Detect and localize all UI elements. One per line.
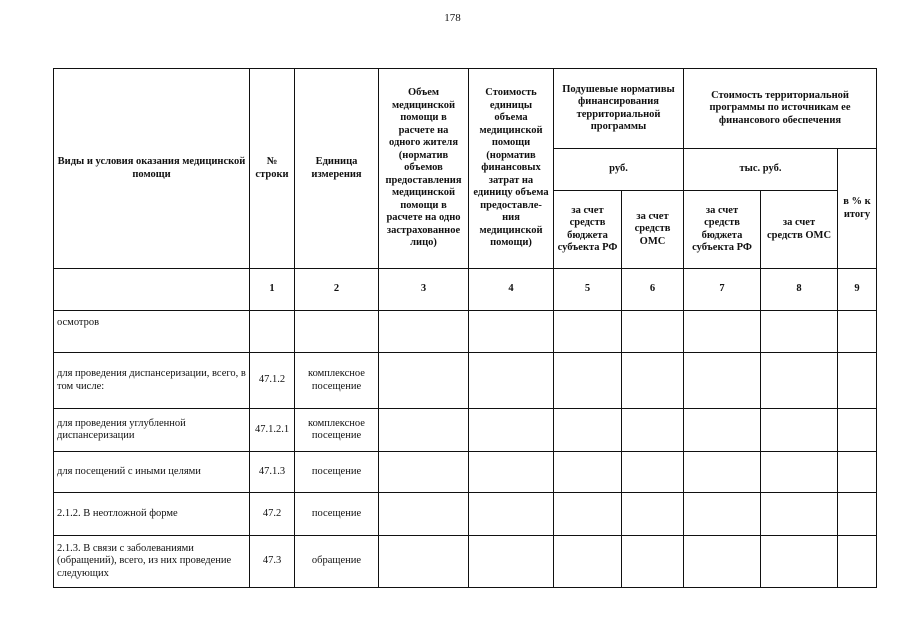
cell-empty <box>379 452 469 493</box>
table-row <box>54 452 877 493</box>
header-rub: руб. <box>554 149 684 191</box>
row-unit: обращение <box>295 536 379 588</box>
tariff-table <box>53 68 877 588</box>
header-unit: Единица измерения <box>295 69 379 269</box>
row-code: 47.1.2.1 <box>250 409 295 452</box>
cell-empty <box>838 311 877 353</box>
cell-empty <box>379 311 469 353</box>
column-number-blank <box>54 269 250 311</box>
cell-empty <box>622 353 684 409</box>
cell-empty <box>838 452 877 493</box>
row-unit: посещение <box>295 452 379 493</box>
table-row <box>54 311 877 353</box>
cell-empty <box>684 311 761 353</box>
column-number: 6 <box>622 269 684 311</box>
cell-empty <box>684 493 761 536</box>
cell-empty <box>554 409 622 452</box>
row-code: 47.2 <box>250 493 295 536</box>
column-number: 4 <box>469 269 554 311</box>
cell-empty <box>622 452 684 493</box>
header-unit-cost: Стоимость единицы объема медицинской помощи (норматив финансовых затрат на единицу объема предоставле-ния медицинской помощи) <box>469 69 554 269</box>
header-per-capita: Подушевые нормативы финансирования территориальной программы <box>554 69 684 149</box>
cell-empty <box>838 353 877 409</box>
cell-empty <box>554 311 622 353</box>
cell-empty <box>838 493 877 536</box>
table-row <box>54 493 877 536</box>
header-row-number: № строки <box>250 69 295 269</box>
row-name: 2.1.3. В связи с заболеваниями (обращений), всего, из них проведение следующих <box>54 536 250 588</box>
row-name: для проведения диспансеризации, всего, в том числе: <box>54 353 250 409</box>
header-kinds-conditions: Виды и условия оказания медицинской помощи <box>54 69 250 269</box>
cell-empty <box>469 311 554 353</box>
column-number: 1 <box>250 269 295 311</box>
header-program-cost: Стоимость территориальной программы по источникам ее финансового обеспечения <box>684 69 877 149</box>
row-unit <box>295 311 379 353</box>
column-number: 8 <box>761 269 838 311</box>
cell-empty <box>761 493 838 536</box>
header-oms-thousand: за счет средств ОМС <box>761 191 838 269</box>
cell-empty <box>469 409 554 452</box>
cell-empty <box>684 536 761 588</box>
column-number: 9 <box>838 269 877 311</box>
cell-empty <box>622 409 684 452</box>
cell-empty <box>622 536 684 588</box>
header-percent: в % к итогу <box>838 149 877 269</box>
row-code: 47.1.2 <box>250 353 295 409</box>
cell-empty <box>761 311 838 353</box>
table-row <box>54 353 877 409</box>
table-row <box>54 409 877 452</box>
row-code: 47.3 <box>250 536 295 588</box>
cell-empty <box>379 409 469 452</box>
column-number: 3 <box>379 269 469 311</box>
cell-empty <box>554 493 622 536</box>
cell-empty <box>761 536 838 588</box>
cell-empty <box>379 536 469 588</box>
column-number: 7 <box>684 269 761 311</box>
header-thousand-rub: тыс. руб. <box>684 149 838 191</box>
column-number: 2 <box>295 269 379 311</box>
cell-empty <box>622 493 684 536</box>
row-name: осмотров <box>54 311 250 353</box>
header-volume: Объем медицинской помощи в расчете на одного жителя (норматив объемов предоставления медицинской помощи в расчете на одно застрахованное лицо) <box>379 69 469 269</box>
cell-empty <box>761 452 838 493</box>
cell-empty <box>684 452 761 493</box>
cell-empty <box>554 353 622 409</box>
row-unit: посещение <box>295 493 379 536</box>
row-name: для проведения углубленной диспансеризации <box>54 409 250 452</box>
cell-empty <box>554 536 622 588</box>
cell-empty <box>469 353 554 409</box>
cell-empty <box>469 536 554 588</box>
cell-empty <box>379 353 469 409</box>
page-number: 178 <box>444 12 461 24</box>
row-code: 47.1.3 <box>250 452 295 493</box>
cell-empty <box>761 409 838 452</box>
cell-empty <box>684 353 761 409</box>
row-name: для посещений с иными целями <box>54 452 250 493</box>
cell-empty <box>838 409 877 452</box>
row-code <box>250 311 295 353</box>
row-unit: комплексное посещение <box>295 353 379 409</box>
cell-empty <box>838 536 877 588</box>
column-number-row <box>54 269 877 311</box>
cell-empty <box>761 353 838 409</box>
header-budget-rf: за счет средств бюджета субъекта РФ <box>554 191 622 269</box>
table-row <box>54 536 877 588</box>
cell-empty <box>622 311 684 353</box>
row-unit: комплексное посещение <box>295 409 379 452</box>
cell-empty <box>684 409 761 452</box>
row-name: 2.1.2. В неотложной форме <box>54 493 250 536</box>
cell-empty <box>469 452 554 493</box>
cell-empty <box>469 493 554 536</box>
column-number: 5 <box>554 269 622 311</box>
header-budget-rf-thousand: за счет средств бюджета субъекта РФ <box>684 191 761 269</box>
header-oms: за счет средств ОМС <box>622 191 684 269</box>
cell-empty <box>554 452 622 493</box>
cell-empty <box>379 493 469 536</box>
